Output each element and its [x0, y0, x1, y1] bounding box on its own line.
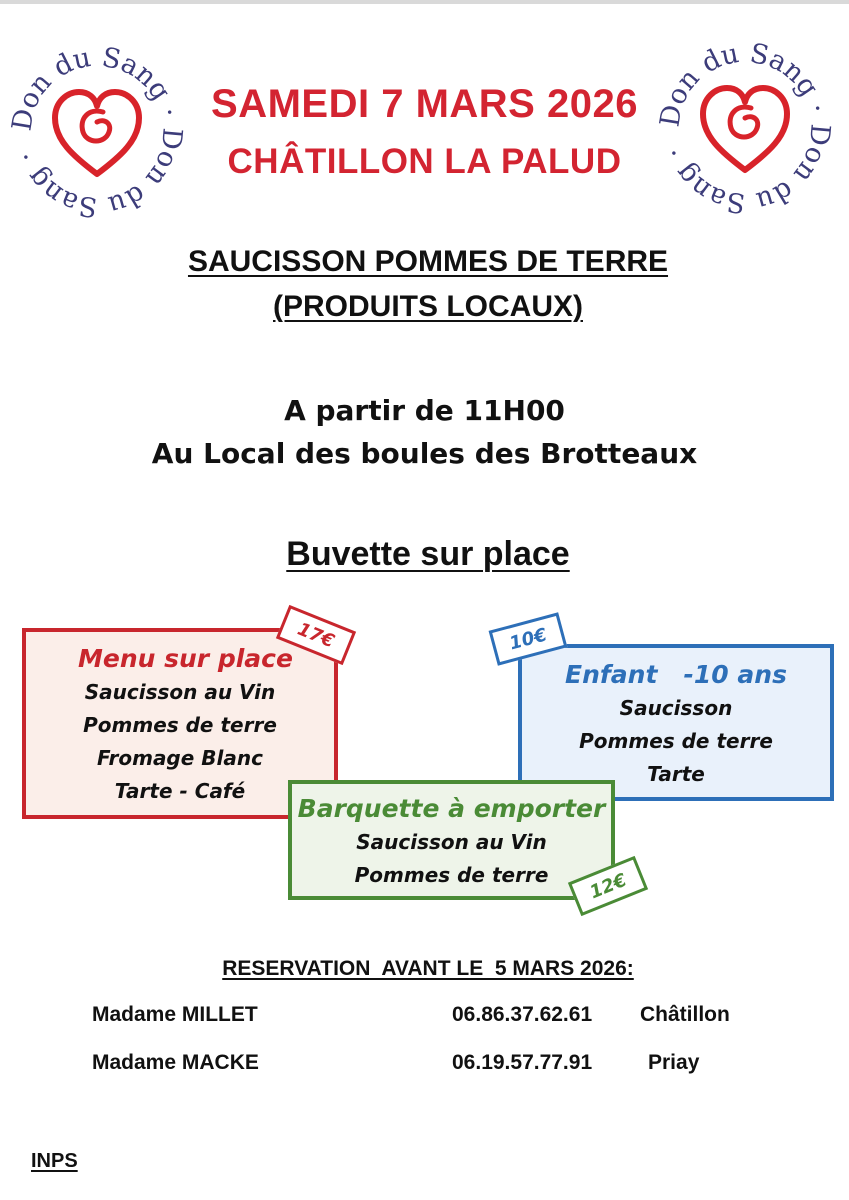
contact-row: [0, 1051, 849, 1081]
top-rule: [0, 0, 849, 4]
contact-phone: 06.19.57.77.91: [452, 1051, 593, 1074]
enfant-title: Enfant -10 ans: [565, 660, 787, 689]
menu-title-line1: SAUCISSON POMMES DE TERRE: [187, 245, 669, 278]
enfant-item: Saucisson: [619, 696, 733, 720]
start-time: A partir de 11H00: [284, 394, 565, 427]
reservation-title: RESERVATION AVANT LE 5 MARS 2026:: [222, 957, 634, 980]
contact-name: Madame MILLET: [92, 1003, 258, 1026]
logo-ring-text: Don du Sang · Don du Sang ·: [654, 37, 836, 219]
enfant-box: [518, 644, 834, 801]
menu-item: Saucisson au Vin: [84, 680, 276, 704]
don-du-sang-logo-right: [654, 37, 836, 219]
barquette-title: Barquette à emporter: [297, 794, 606, 823]
footer-code: INPS: [31, 1150, 78, 1172]
contact-phone: 06.86.37.62.61: [452, 1003, 593, 1026]
menu-title-line2: (PRODUITS LOCAUX): [273, 290, 583, 323]
menu-price-tag: 17€: [276, 605, 356, 665]
enfant-item: Tarte: [647, 762, 705, 786]
contact-town: Priay: [648, 1051, 700, 1074]
contact-row: [0, 1003, 849, 1033]
contact-name: Madame MACKE: [92, 1051, 259, 1074]
event-date: SAMEDI 7 MARS 2026: [211, 82, 638, 126]
barquette-item: Pommes de terre: [354, 863, 549, 887]
menu-item: Fromage Blanc: [97, 746, 263, 770]
contact-town: Châtillon: [640, 1003, 730, 1026]
event-town: CHÂTILLON LA PALUD: [227, 142, 622, 181]
menu-item: Tarte - Café: [114, 779, 246, 803]
menu-sur-place-title: Menu sur place: [78, 644, 293, 673]
barquette-price-tag: 12€: [568, 856, 648, 916]
buvette-heading: Buvette sur place: [286, 535, 570, 573]
logo-ring-text: Don du Sang · Don du Sang ·: [6, 41, 188, 223]
don-du-sang-logo-left: [6, 41, 188, 223]
enfant-item: Pommes de terre: [579, 729, 773, 753]
barquette-box: [288, 780, 615, 900]
barquette-item: Saucisson au Vin: [356, 830, 547, 854]
menu-item: Pommes de terre: [83, 713, 277, 737]
venue: Au Local des boules des Brotteaux: [151, 437, 698, 470]
enfant-price-tag: 10€: [489, 612, 568, 665]
